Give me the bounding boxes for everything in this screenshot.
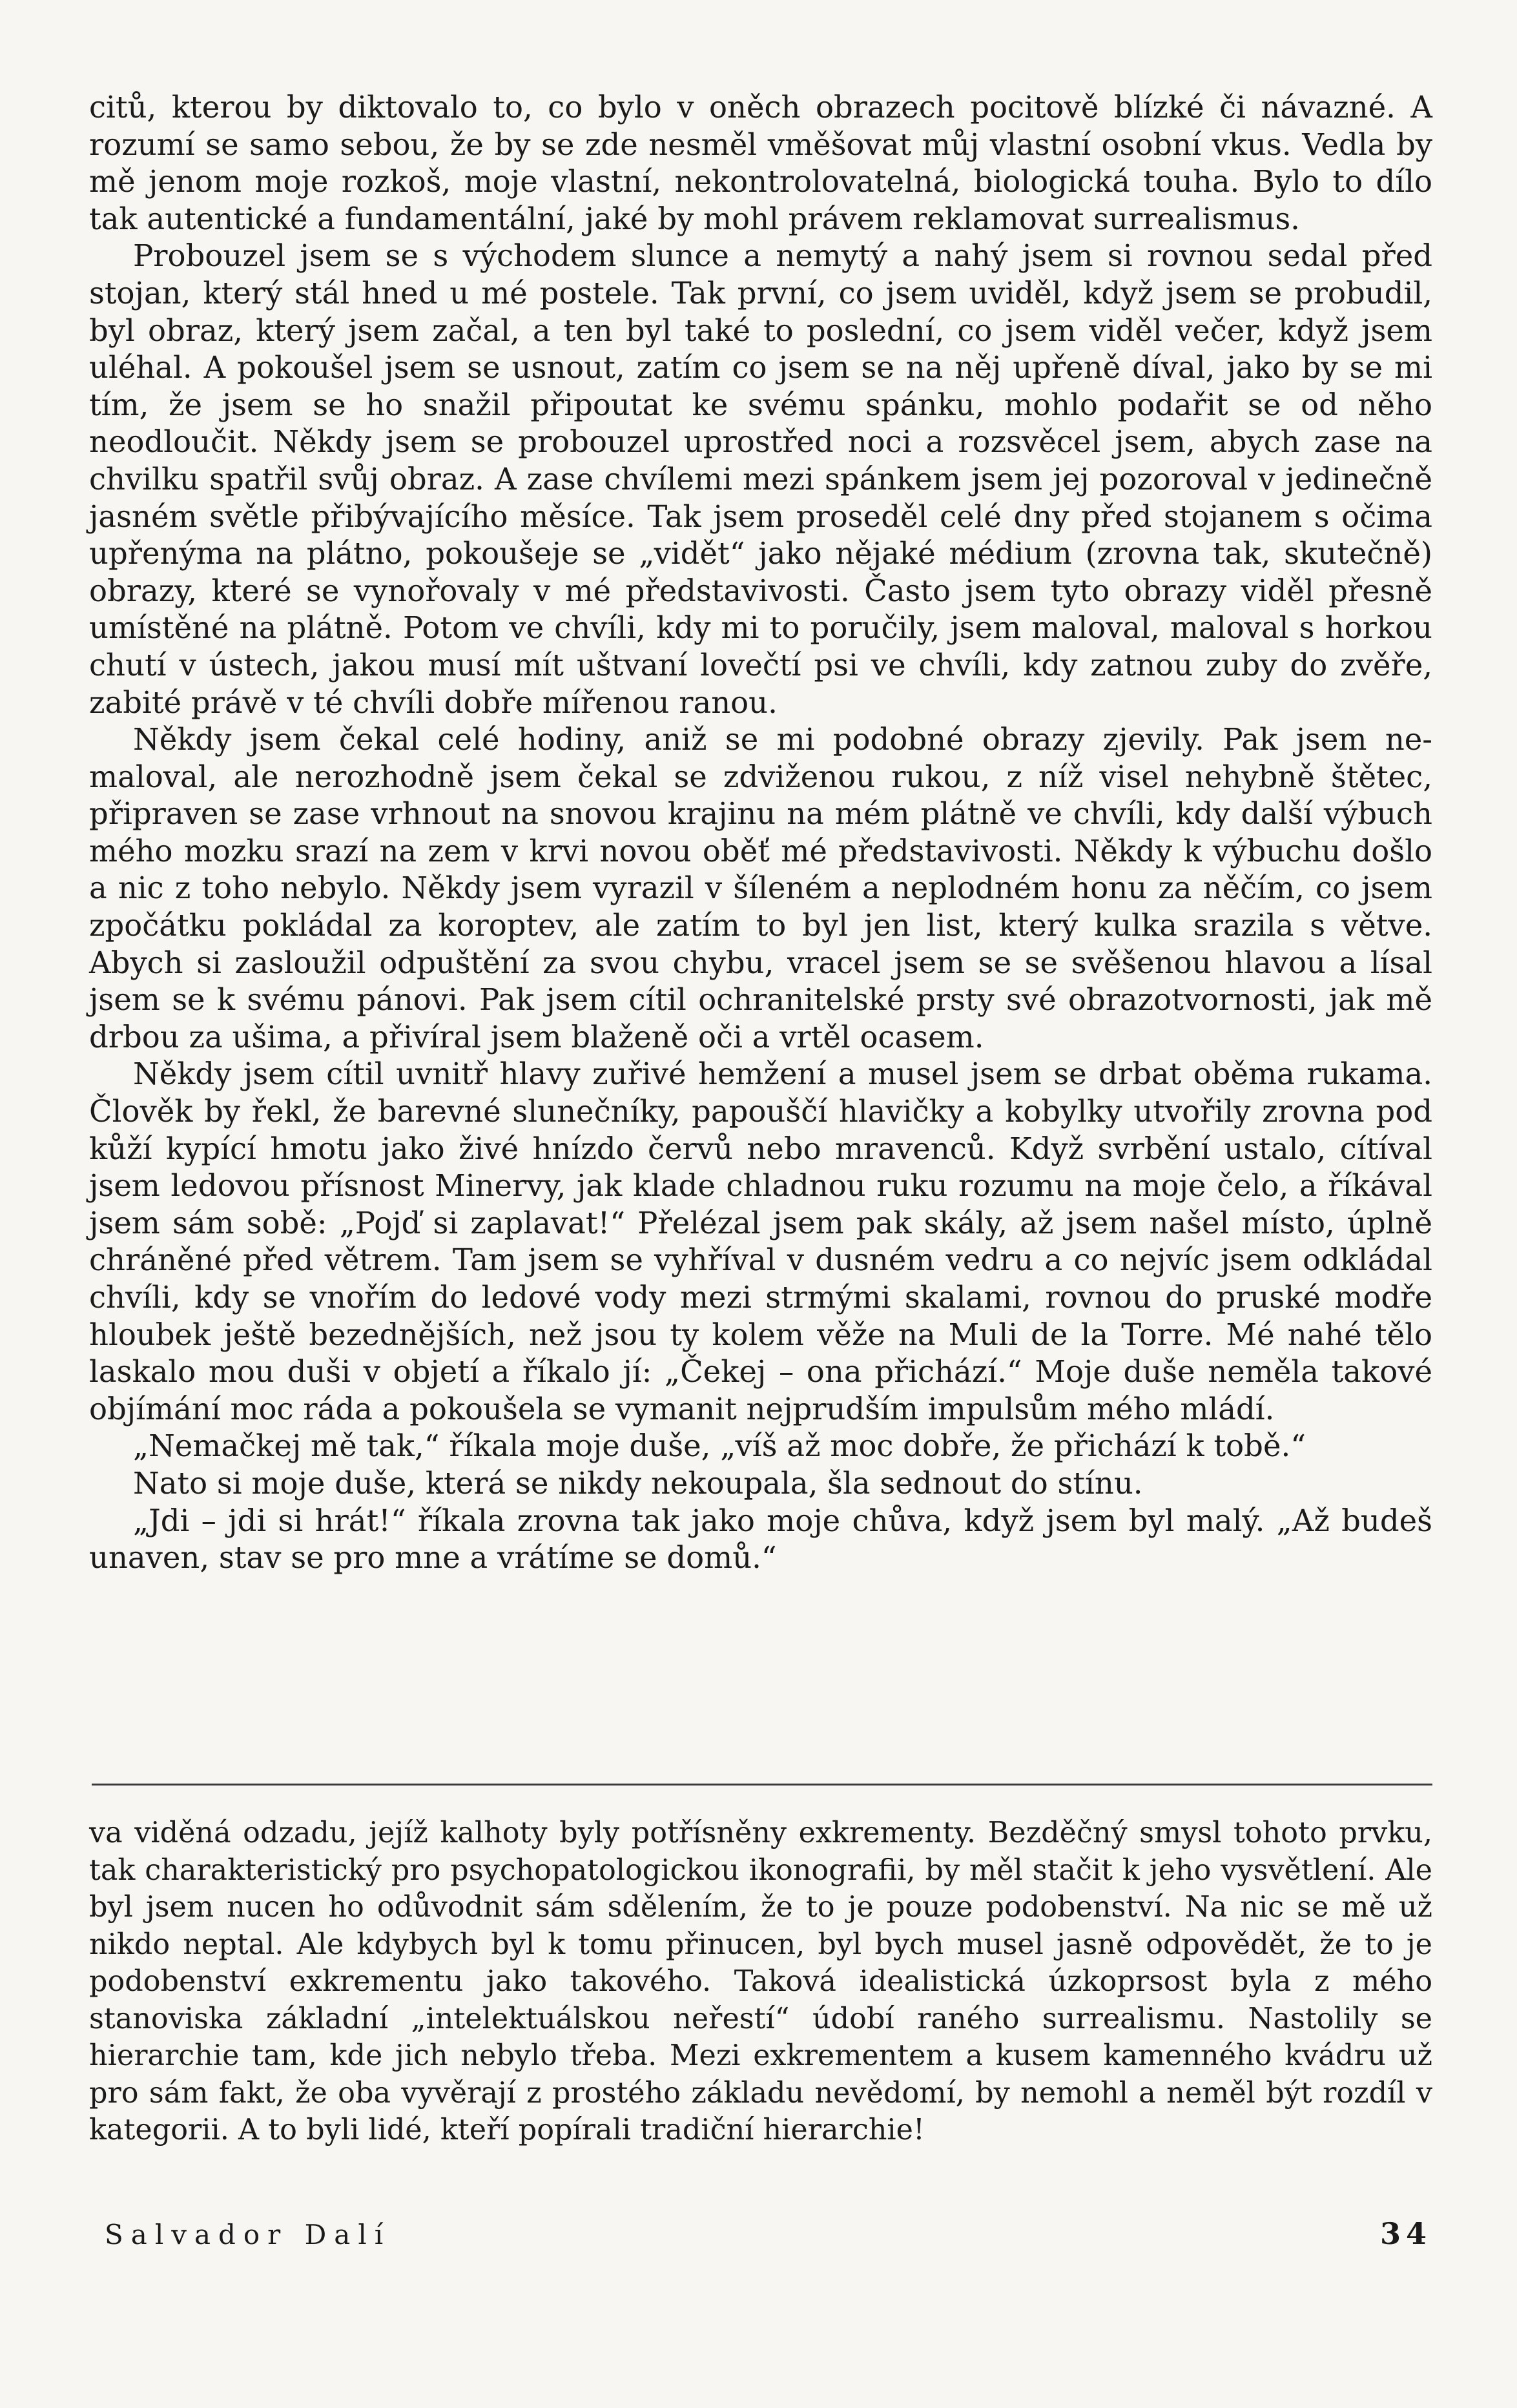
footnote-divider xyxy=(92,1784,1432,1785)
main-text xyxy=(89,89,1432,1577)
page-number: 34 xyxy=(1379,2216,1432,2251)
footnote-text: va viděná odzadu, jejíž kalhoty byly potřísněny exkrementy. Bezděčný smysl tohoto prvku, tak charakteristický pro psychopatologickou ikonografii, by měl stačit k jeho vysvětlení. Ale byl jsem nucen ho odůvodnit sám sdělením, že to je pouze podobenství. Na nic se mě už nikdo neptal. Ale kdybych byl k tomu přinucen, byl bych musel jasně odpovědět, že to je podobenství exkrementu jako takového. Taková idealistická úzkoprsost byla z mého stanoviska základní „intelektuálskou neřestí“ údobí raného surrealismu. Nastolily se hierarchie tam, kde jich nebylo třeba. Mezi exkrementem a kusem kamenného kvádru už pro sám fakt, že oba vyvěrají z prostého základu nevědomí, by nemohl a neměl být rozdíl v kategorii. A to byli lidé, kteří popírali tradiční hierarchie! xyxy=(89,1816,1432,2146)
paragraph-2: Probouzel jsem se s východem slunce a nemytý a nahý jsem si rovnou sedal před stojan, který stál hned u mé postele. Tak první, co jsem uviděl, když jsem se probudil, byl obraz, který jsem začal, a ten byl také to poslední, co jsem viděl večer, když jsem uléhal. A pokoušel jsem se usnout, zatím co jsem se na něj upřeně díval, jako by se mi tím, že jsem se ho snažil připoutat ke svému spánku, mohlo podařit se od něho neodloučit. Někdy jsem se probouzel uprostřed noci a rozsvěcel jsem, abych zase na chvilku spatřil svůj obraz. A zase chvílemi mezi spánkem jsem jej pozoroval v jedinečně jasném světle přibývajícího měsíce. Tak jsem proseděl celé dny před stojanem s očima upřenýma na plátno, pokoušeje se „vidět“ jako nějaké médium (zrovna tak, skutečně) obrazy, které se vynořovaly v mé představivosti. Často jsem tyto obrazy viděl přesně umístěné na plátně. Potom ve chvíli, kdy mi to poručily, jsem maloval, maloval s horkou chutí v ústech, jakou musí mít uštvaní lovečtí psi ve chvíli, kdy zatnou zuby do zvěře, zabité právě v té chvíli dobře mířenou ranou. xyxy=(89,238,1432,720)
paragraph-1: citů, kterou by diktovalo to, co bylo v oněch obrazech pocitově blízké či návazné. A rozumí se samo sebou, že by se zde nesměl vměšovat můj vlastní osobní vkus. Vedla by mě jenom moje rozkoš, moje vlastní, nekontrolovatelná, biologická touha. Bylo to dílo tak autentické a fundamentální, jaké by mohl právem reklamovat surrealismus. xyxy=(89,90,1432,236)
paragraph-6: Nato si moje duše, která se nikdy nekoupala, šla sednout do stínu. xyxy=(133,1465,1143,1501)
footnote xyxy=(89,1815,1432,2149)
running-footer-author: Salvador Dalí xyxy=(105,2219,391,2250)
page-body xyxy=(89,89,1432,1577)
paragraph-5: „Nemačkej mě tak,“ říkala moje duše, „víš až moc dobře, že přichází k tobě.“ xyxy=(133,1428,1306,1464)
paragraph-3: Někdy jsem čekal celé hodiny, aniž se mi podobné obrazy zjevily. Pak jsem nemaloval, ale nerozhodně jsem čekal se zdviženou rukou, z níž visel nehybně štětec, připraven se zase vrhnout na snovou krajinu na mém plátně ve chvíli, kdy další výbuch mého mozku srazí na zem v krvi novou oběť mé představivosti. Někdy k výbuchu došlo a nic z toho nebylo. Někdy jsem vyrazil v šíleném a neplodném honu za něčím, co jsem zpočátku pokládal za koroptev, ale zatím to byl jen list, který kulka srazila s větve. Abych si zasloužil odpuštění za svou chybu, vracel jsem se se svěšenou hlavou a lísal jsem se k svému pánovi. Pak jsem cítil ochranitelské prsty své obrazotvornosti, jak mě drbou za ušima, a přivíral jsem blaženě oči a vrtěl ocasem. xyxy=(89,722,1432,1055)
paragraph-4: Někdy jsem cítil uvnitř hlavy zuřivé hemžení a musel jsem se drbat oběma rukama. Člověk by řekl, že barevné slunečníky, papouščí hlavičky a kobylky utvořily zrovna pod kůží kypící hmotu jako živé hnízdo červů nebo mravenců. Když svrbění ustalo, cítíval jsem ledovou přísnost Minervy, jak klade chladnou ruku rozumu na moje čelo, a říkával jsem sám sobě: „Pojď si zaplavat!“ Přelézal jsem pak skály, až jsem našel místo, úplně chráněné před větrem. Tam jsem se vyhříval v dusném vedru a co nejvíc jsem odkládal chvíli, kdy se vnořím do ledové vody mezi strmými skalami, rovnou do pruské modře hloubek ještě bezednějších, než jsou ty kolem věže na Muli de la Torre. Mé nahé tělo laskalo mou duši v objetí a říkalo jí: „Čekej – ona přichází.“ Moje duše neměla takové objímání moc ráda a pokoušela se vymanit nejprudším impulsům mého mládí. xyxy=(89,1056,1432,1426)
paragraph-7: „Jdi – jdi si hrát!“ říkala zrovna tak jako moje chůva, když jsem byl malý. „Až budeš unaven, stav se pro mne a vrátíme se domů.“ xyxy=(89,1503,1432,1576)
